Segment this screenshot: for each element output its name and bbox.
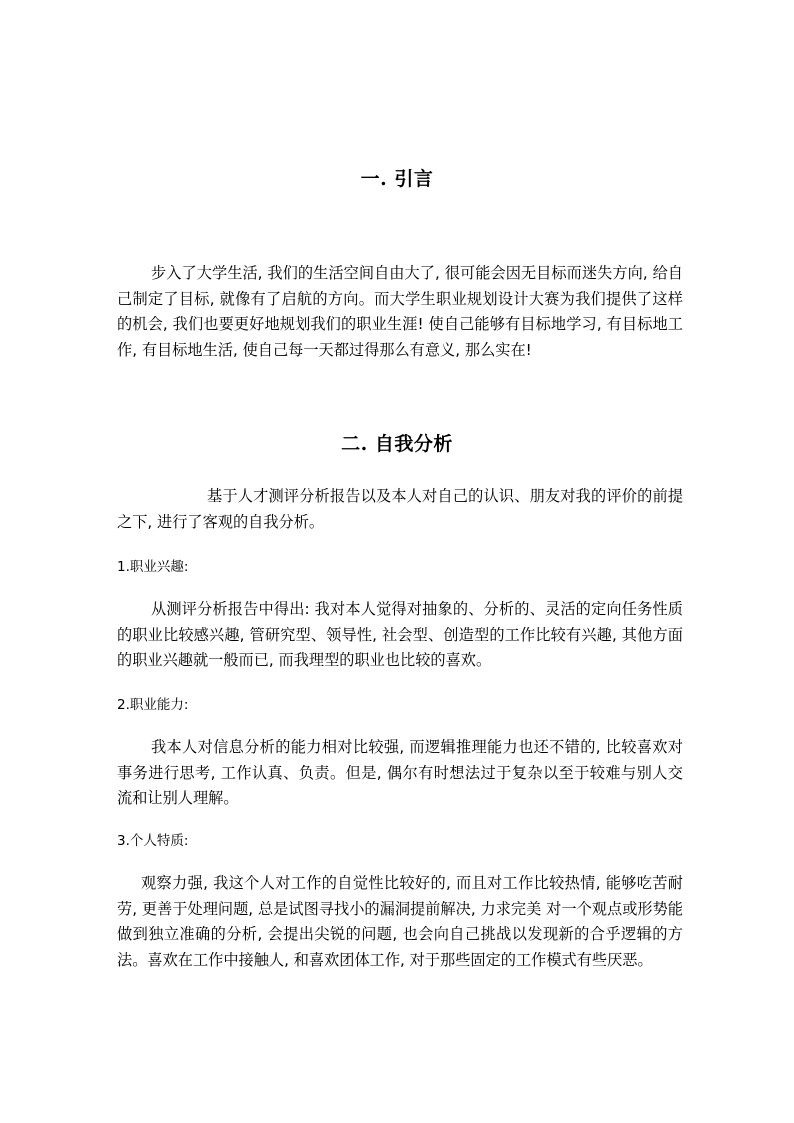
career-ability-label: 2.职业能力: bbox=[117, 697, 189, 713]
career-ability-paragraph: 我本人对信息分析的能力相对比较强, 而逻辑推理能力也还不错的, 比较喜欢对事务进行思考, 工作认真、负责。但是, 偶尔有时想法过于复杂以至于较难与别人交流和让别人理解。 bbox=[117, 738, 683, 807]
personal-traits-paragraph: 观察力强, 我这个人对工作的自觉性比较好的, 而且对工作比较热情, 能够吃苦耐劳, 更善于处理问题, 总是试图寻找小的漏洞提前解决, 力求完美 对一个观点或形势能做到独立准确的分析, 会提出尖锐的问题, 也会向自己挑战以发现新的合乎逻辑的方法。喜欢在工作中接触人, 和喜欢团体工作, 对于那些固定的工作模式有些厌恶。 bbox=[117, 874, 683, 969]
self-analysis-intro-paragraph: 基于人才测评分析报告以及本人对自己的认识、朋友对我的评价的前提之下, 进行了客观的自我分析。 bbox=[117, 487, 683, 531]
section-heading-introduction: 一. 引言 bbox=[360, 168, 434, 190]
career-interest-paragraph: 从测评分析报告中得出: 我对本人觉得对抽象的、分析的、灵活的定向任务性质的职业比较感兴趣, 管研究型、领导性, 社会型、创造型的工作比较有兴趣, 其他方面的职业兴趣就一般而已, 而我理型的职业也比较的喜欢。 bbox=[117, 600, 683, 669]
section-heading-self-analysis: 二. 自我分析 bbox=[341, 433, 453, 455]
personal-traits-label: 3.个人特质: bbox=[117, 833, 189, 849]
career-interest-label: 1.职业兴趣: bbox=[117, 559, 189, 575]
introduction-paragraph: 步入了大学生活, 我们的生活空间自由大了, 很可能会因无目标而迷失方向, 给自己制定了目标, 就像有了启航的方向。而大学生职业规划设计大赛为我们提供了这样的机会, 我们也要更好地规划我们的职业生涯! 使自己能够有目标地学习, 有目标地工作, 有目标地生活, 使自己每一天都过得那么有意义, 那么实在! bbox=[117, 264, 683, 359]
